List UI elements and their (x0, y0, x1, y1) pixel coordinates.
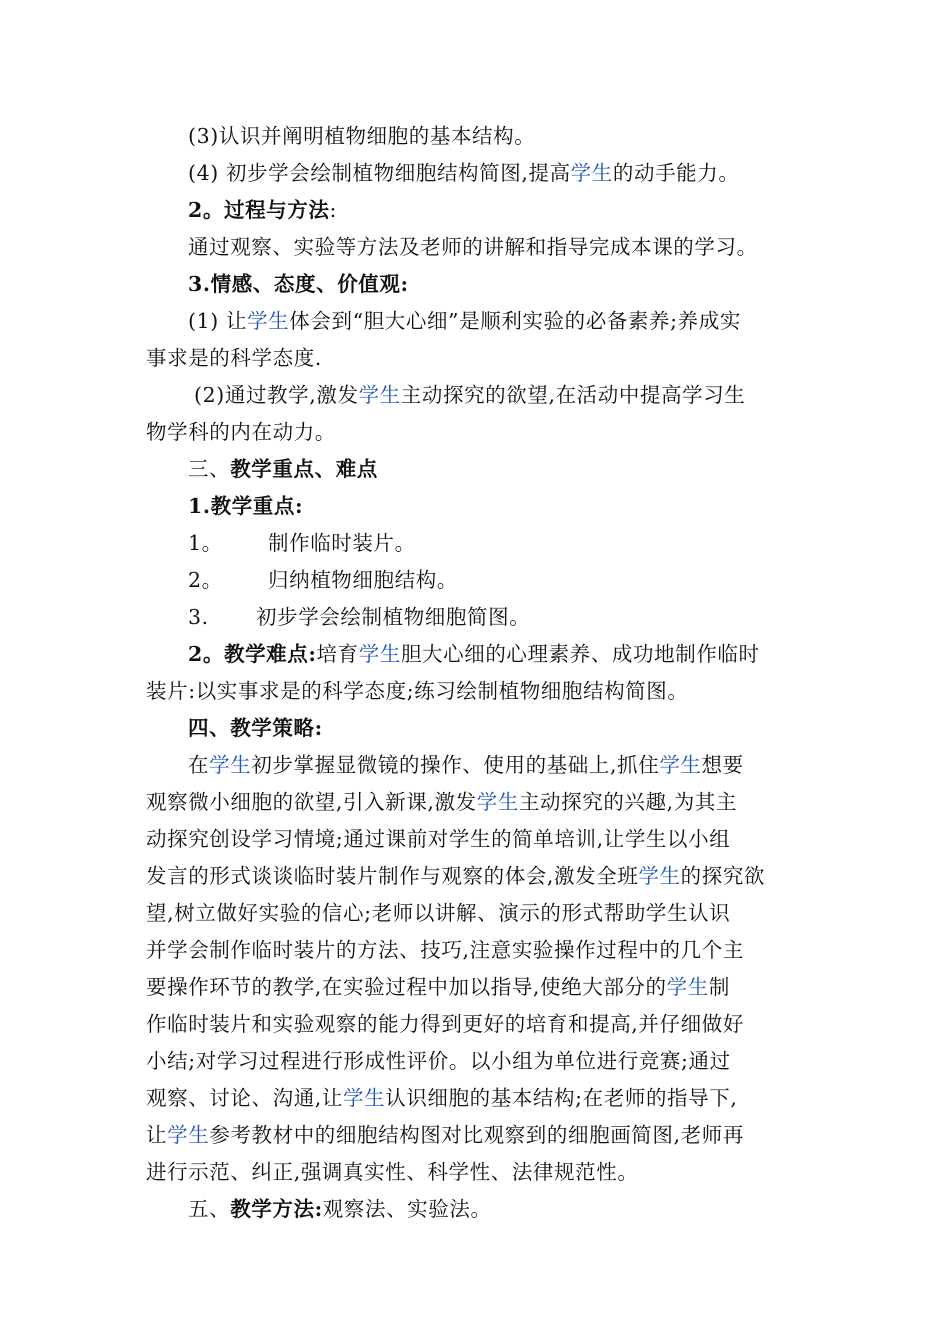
strategy-line-7: 要操作环节的教学,在实验过程中加以指导,使绝大部分的学生制 (146, 975, 730, 999)
strategy-line-6: 并学会制作临时装片的方法、技巧,注意实验操作过程中的几个主 (146, 938, 744, 962)
highlight-term[interactable]: 学生 (666, 975, 709, 999)
strategy-line-2: 观察微小细胞的欲望,引入新课,激发学生主动探究的兴趣,为其主 (146, 790, 738, 814)
strategy-line-8: 作临时装片和实验观察的能力得到更好的培育和提高,并仔细做好 (146, 1012, 744, 1036)
highlight-term[interactable]: 学生 (167, 1123, 210, 1147)
highlight-term[interactable]: 学生 (570, 161, 613, 185)
strategy-line-4: 发言的形式谈谈临时装片制作与观察的体会,激发全班学生的探究欲 (146, 864, 766, 888)
key-point-3: 3. 初步学会绘制植物细胞简图。 (188, 605, 531, 629)
difficult-points-line-2: 装片:以实事求是的科学态度;练习绘制植物细胞结构简图。 (146, 679, 689, 703)
emotion-item-1-line-2: 事求是的科学态度. (146, 346, 322, 370)
highlight-term[interactable]: 学生 (358, 642, 401, 666)
heading-process-method: 2。过程与方法: (188, 198, 337, 222)
strategy-line-10: 观察、讨论、沟通,让学生认识细胞的基本结构;在老师的指导下, (146, 1086, 738, 1110)
emotion-item-2-line-1: (2)通过教学,激发学生主动探究的欲望,在活动中提高学习生 (194, 383, 746, 407)
highlight-term[interactable]: 学生 (209, 753, 252, 777)
difficult-points-line-1: 2。教学难点:培育学生胆大心细的心理素养、成功地制作临时 (188, 642, 760, 666)
key-point-2: 2。 归纳植物细胞结构。 (188, 568, 458, 592)
strategy-line-1: 在学生初步掌握显微镜的操作、使用的基础上,抓住学生想要 (188, 753, 744, 777)
heading-key-points: 1.教学重点: (188, 494, 304, 518)
strategy-line-3: 动探究创设学习情境;通过课前对学生的简单培训,让学生以小组 (146, 827, 731, 851)
highlight-term[interactable]: 学生 (247, 309, 290, 333)
emotion-item-1-line-1: (1) 让学生体会到“胆大心细”是顺利实验的必备素养;养成实 (188, 309, 741, 333)
highlight-term[interactable]: 学生 (358, 383, 401, 407)
emotion-item-2-line-2: 物学科的内在动力。 (146, 420, 336, 444)
objective-3: (3)认识并阐明植物细胞的基本结构。 (188, 124, 536, 148)
strategy-line-12: 进行示范、纠正,强调真实性、科学性、法律规范性。 (146, 1160, 639, 1184)
highlight-term[interactable]: 学生 (343, 1086, 386, 1110)
heading-key-difficult-points: 三、教学重点、难点 (188, 457, 378, 481)
heading-teaching-strategy: 四、教学策略: (188, 716, 323, 740)
strategy-line-5: 望,树立做好实验的信心;老师以讲解、演示的形式帮助学生认识 (146, 901, 731, 925)
heading-emotion-attitude: 3.情感、态度、价值观: (188, 272, 409, 296)
heading-teaching-method: 五、教学方法:观察法、实验法。 (188, 1197, 492, 1221)
objective-4: (4) 初步学会绘制植物细胞结构简图,提高学生的动手能力。 (188, 161, 740, 185)
highlight-term[interactable]: 学生 (659, 753, 702, 777)
process-method-text: 通过观察、实验等方法及老师的讲解和指导完成本课的学习。 (188, 235, 758, 259)
strategy-line-11: 让学生参考教材中的细胞结构图对比观察到的细胞画简图,老师再 (146, 1123, 744, 1147)
key-point-1: 1。 制作临时装片。 (188, 531, 416, 555)
highlight-term[interactable]: 学生 (476, 790, 519, 814)
highlight-term[interactable]: 学生 (638, 864, 681, 888)
strategy-line-9: 小结;对学习过程进行形成性评价。以小组为单位进行竞赛;通过 (146, 1049, 731, 1073)
